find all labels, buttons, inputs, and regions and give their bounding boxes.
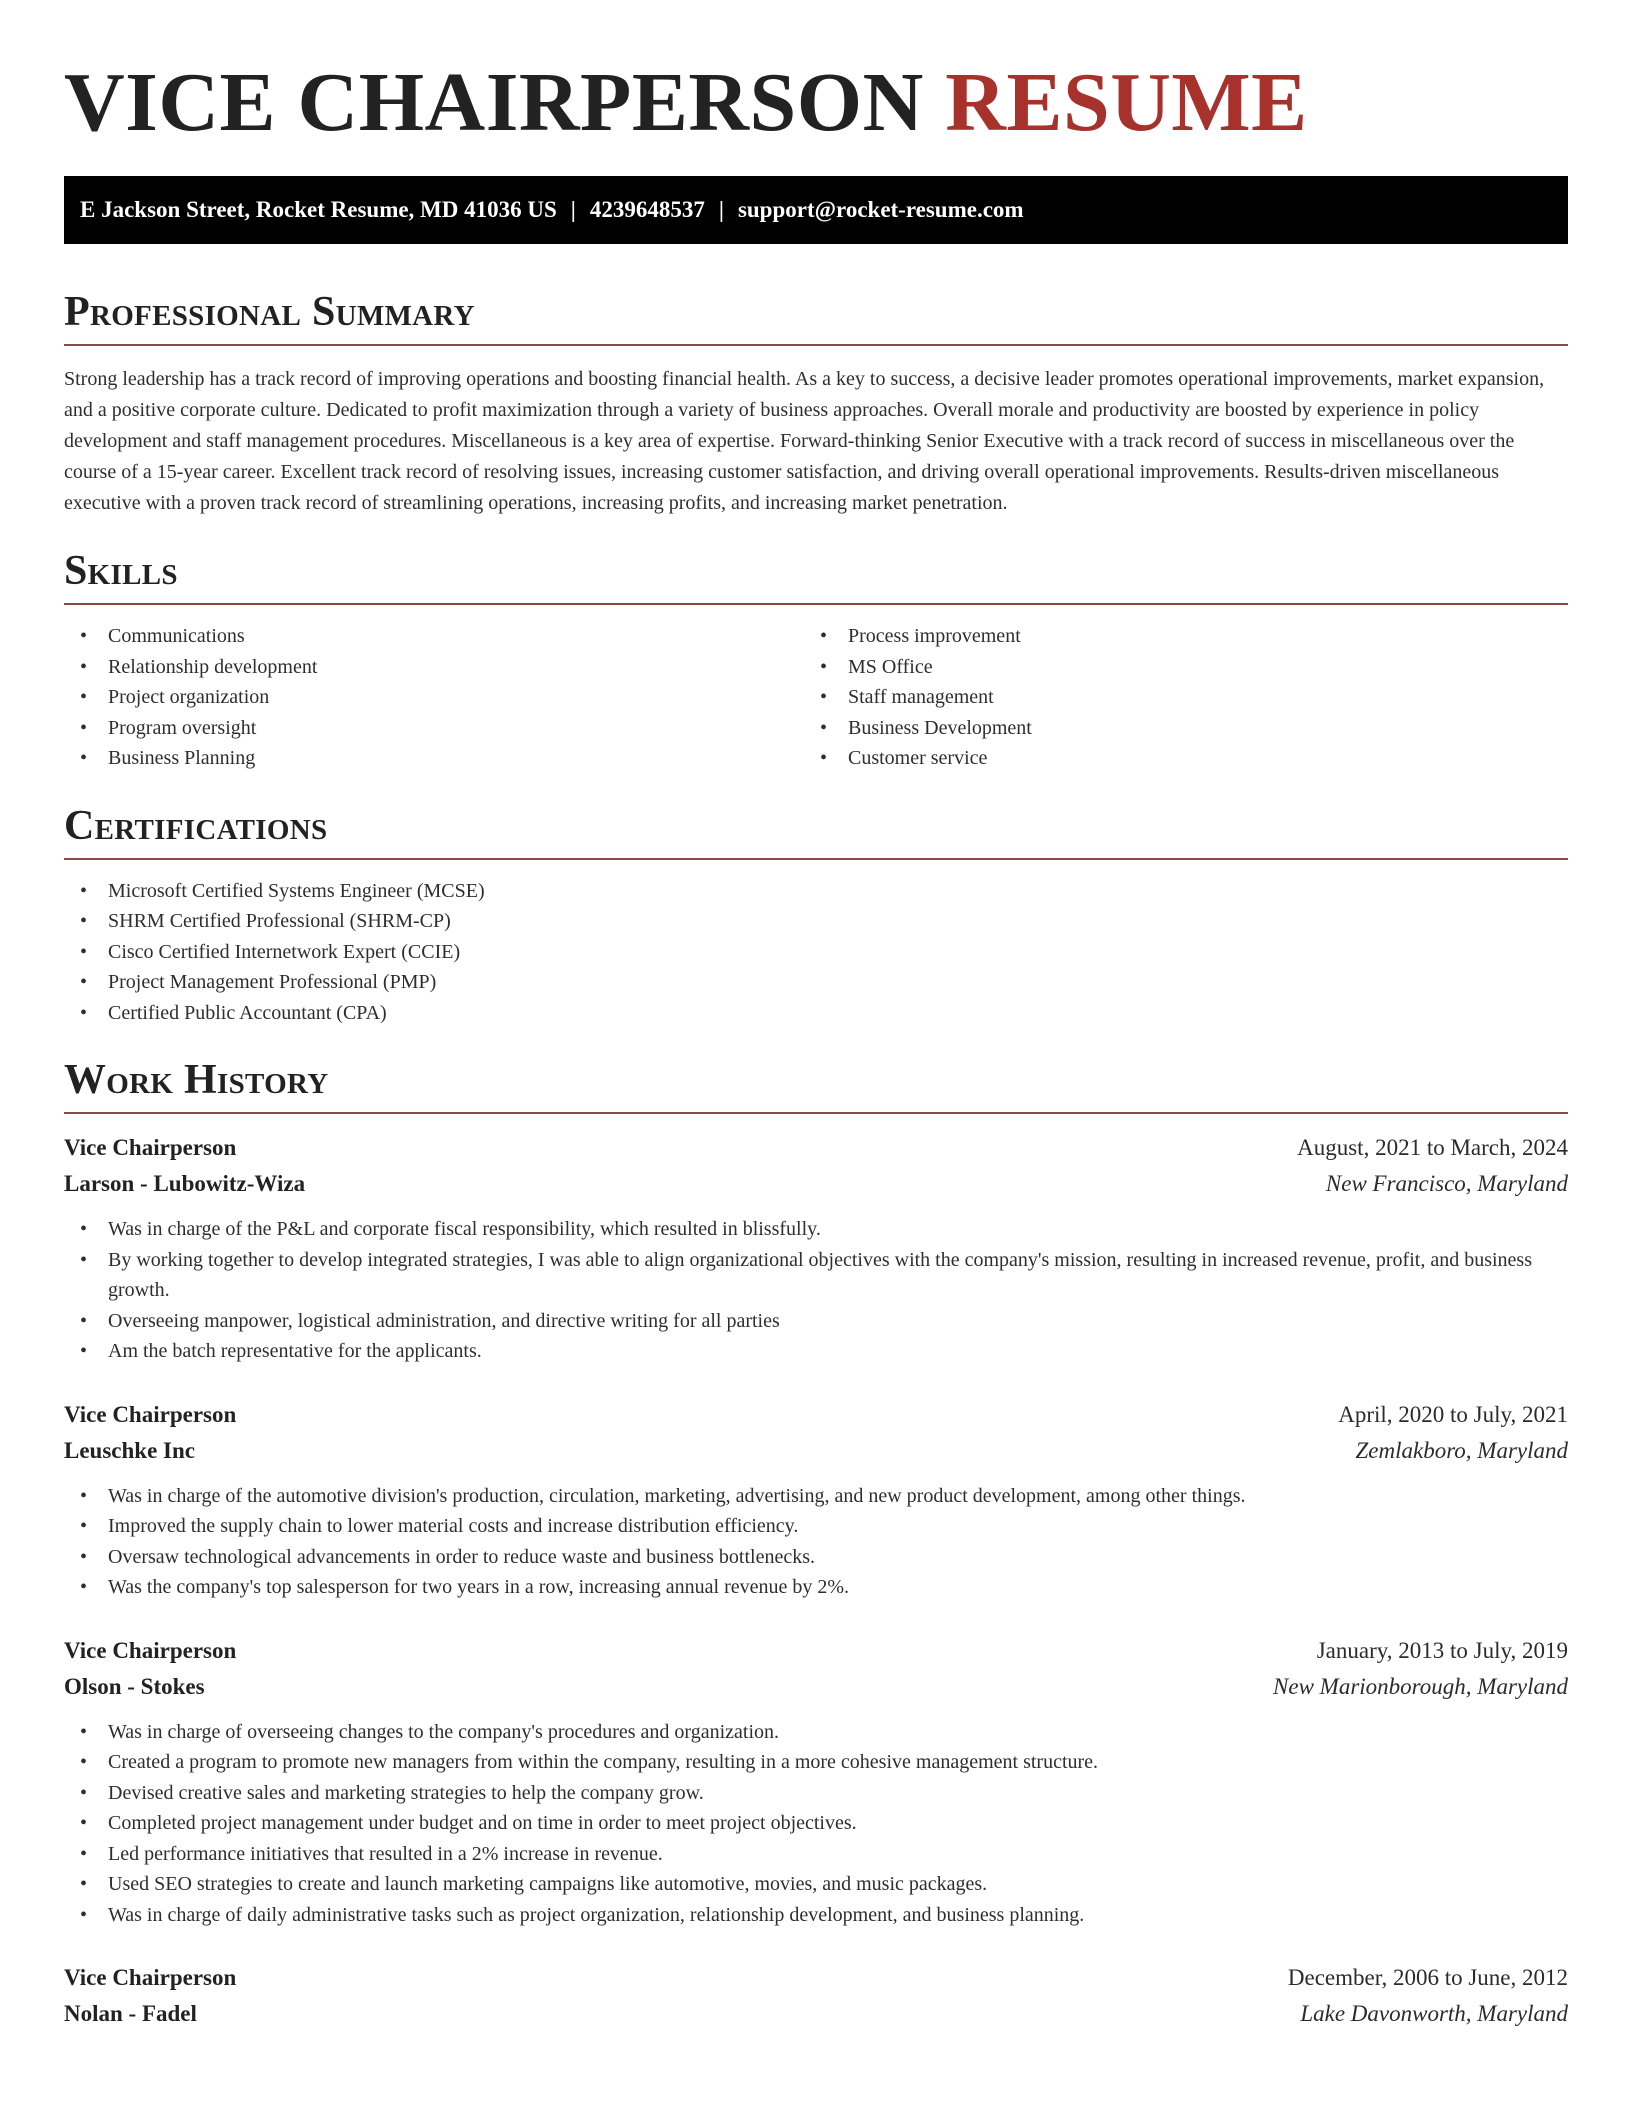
- contact-separator: |: [570, 197, 576, 222]
- title-main: VICE CHAIRPERSON: [64, 56, 924, 149]
- contact-separator: |: [718, 197, 724, 222]
- skills-list-right: [804, 621, 1544, 774]
- page-title: [64, 58, 1568, 148]
- job-company: Olson - Stokes: [64, 1673, 205, 1699]
- job-company-row: [64, 1996, 1568, 2032]
- job-company: Leuschke Inc: [64, 1437, 195, 1463]
- skill-item: • MS Office: [804, 652, 1544, 683]
- job-bullet: • Was the company's top salesperson for two years in a row, increasing annual revenue by 2%.: [64, 1572, 1568, 1603]
- certification-item: • Cisco Certified Internetwork Expert (CCIE): [64, 937, 1568, 968]
- job-bullet: • Devised creative sales and marketing strategies to help the company grow.: [64, 1778, 1568, 1809]
- summary-text: Strong leadership has a track record of improving operations and boosting financial health. As a key to success, a decisive leader promotes operational improvements, market expansion, and a positive corporate culture. Dedicated to profit maximization through a variety of business approaches. Overall morale and productivity are boosted by experience in policy development and staff management procedures. Miscellaneous is a key area of expertise. Forward-thinking Senior Executive with a track record of success in miscellaneous over the course of a 15-year career. Excellent track record of resolving issues, increasing customer satisfaction, and driving overall operational improvements. Results-driven miscellaneous executive with a proven track record of streamlining operations, increasing profits, and increasing market penetration.: [64, 368, 1545, 514]
- job-bullet: • Used SEO strategies to create and launch marketing campaigns like automotive, movies, and music packages.: [64, 1869, 1568, 1900]
- job-bullet: • By working together to develop integrated strategies, I was able to align organizational objectives with the company's mission, resulting in increased revenue, profit, and business growth.: [64, 1245, 1568, 1306]
- certification-item: • Certified Public Accountant (CPA): [64, 998, 1568, 1029]
- job-bullet: • Overseeing manpower, logistical administration, and directive writing for all parties: [64, 1306, 1568, 1337]
- job-dates: April, 2020 to July, 2021: [1338, 1401, 1568, 1427]
- contact-email: support@rocket-resume.com: [737, 197, 1024, 222]
- job-bullet-list: [64, 1717, 1568, 1931]
- job-bullet: • Am the batch representative for the applicants.: [64, 1336, 1568, 1367]
- job-bullet: • Created a program to promote new managers from within the company, resulting in a more cohesive management structure.: [64, 1747, 1568, 1778]
- job-entry: [64, 1397, 1568, 1603]
- job-company-row: [64, 1166, 1568, 1202]
- job-title: Vice Chairperson: [64, 1401, 237, 1427]
- job-dates: January, 2013 to July, 2019: [1316, 1637, 1568, 1663]
- job-bullet: • Led performance initiatives that resulted in a 2% increase in revenue.: [64, 1839, 1568, 1870]
- skill-item: • Relationship development: [64, 652, 804, 683]
- certification-list: [64, 876, 1568, 1029]
- skill-item: • Business Development: [804, 713, 1544, 744]
- section-title-skills: Skills: [64, 547, 1568, 605]
- job-bullet-list: [64, 1214, 1568, 1367]
- skills-columns: [64, 621, 1568, 774]
- job-dates: December, 2006 to June, 2012: [1287, 1965, 1568, 1990]
- title-accent: RESUME: [945, 56, 1308, 149]
- skill-item: • Program oversight: [64, 713, 804, 744]
- job-title: Vice Chairperson: [64, 1135, 237, 1160]
- job-bullet: • Was in charge of the automotive division's production, circulation, marketing, advertising, and new product development, among other things.: [64, 1481, 1568, 1512]
- job-bullet: • Improved the supply chain to lower material costs and increase distribution efficiency.: [64, 1511, 1568, 1542]
- skill-item: • Customer service: [804, 743, 1544, 774]
- skill-item: • Communications: [64, 621, 804, 652]
- job-title: Vice Chairperson: [64, 1637, 237, 1663]
- skills-list-left: [64, 621, 804, 774]
- job-location: New Marionborough, Maryland: [1273, 1673, 1568, 1699]
- job-company-row: [64, 1433, 1568, 1469]
- contact-bar: [64, 176, 1568, 244]
- job-location: Lake Davonworth, Maryland: [1300, 2001, 1568, 2026]
- job-entry: [64, 1960, 1568, 2032]
- job-entry: [64, 1130, 1568, 1367]
- job-company: Nolan - Fadel: [64, 2001, 197, 2026]
- job-location: New Francisco, Maryland: [1325, 1171, 1568, 1196]
- job-bullet: • Was in charge of the P&L and corporate fiscal responsibility, which resulted in blissfully.: [64, 1214, 1568, 1245]
- resume-page: [64, 0, 1568, 2032]
- section-title-summary: Professional Summary: [64, 288, 1568, 346]
- job-title: Vice Chairperson: [64, 1965, 237, 1990]
- job-header-row: [64, 1960, 1568, 1996]
- job-bullet-list: [64, 1481, 1568, 1603]
- job-bullet: • Was in charge of daily administrative tasks such as project organization, relationship development, and business planning.: [64, 1900, 1568, 1931]
- job-company: Larson - Lubowitz-Wiza: [64, 1171, 306, 1196]
- job-location: Zemlakboro, Maryland: [1355, 1437, 1568, 1463]
- certification-item: • Microsoft Certified Systems Engineer (MCSE): [64, 876, 1568, 907]
- contact-address: E Jackson Street, Rocket Resume, MD 41036 US: [80, 197, 557, 222]
- section-title-certifications: Certifications: [64, 802, 1568, 860]
- section-title-work-history: Work History: [64, 1056, 1568, 1114]
- job-bullet: • Was in charge of overseeing changes to the company's procedures and organization.: [64, 1717, 1568, 1748]
- certification-item: • SHRM Certified Professional (SHRM-CP): [64, 906, 1568, 937]
- skill-item: • Business Planning: [64, 743, 804, 774]
- job-company-row: [64, 1669, 1568, 1705]
- skill-item: • Project organization: [64, 682, 804, 713]
- job-entry: [64, 1633, 1568, 1931]
- skill-item: • Staff management: [804, 682, 1544, 713]
- job-bullet: • Oversaw technological advancements in order to reduce waste and business bottlenecks.: [64, 1542, 1568, 1573]
- job-header-row: [64, 1397, 1568, 1433]
- job-bullet: • Completed project management under budget and on time in order to meet project objectives.: [64, 1808, 1568, 1839]
- job-dates: August, 2021 to March, 2024: [1297, 1135, 1568, 1160]
- certification-item: • Project Management Professional (PMP): [64, 967, 1568, 998]
- skill-item: • Process improvement: [804, 621, 1544, 652]
- contact-phone: 4239648537: [589, 197, 705, 222]
- job-header-row: [64, 1633, 1568, 1669]
- job-header-row: [64, 1130, 1568, 1166]
